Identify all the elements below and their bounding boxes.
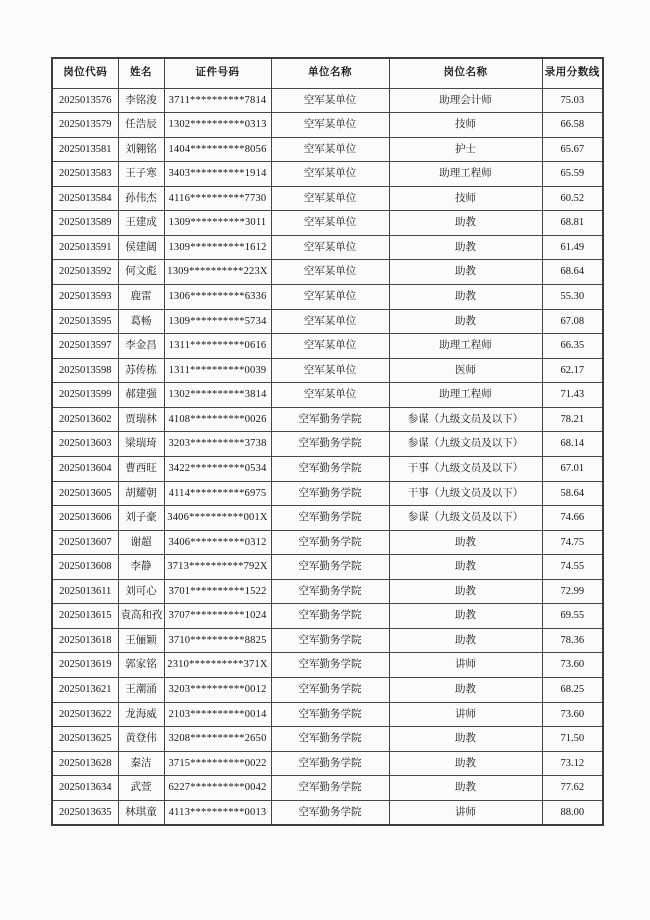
column-header-name: 姓名 [118,58,164,88]
cell-name: 袁高和孜 [118,604,164,629]
cell-name: 龙海威 [118,702,164,727]
cell-position-code: 2025013619 [52,653,118,678]
cell-position-code: 2025013604 [52,456,118,481]
cell-name: 李铭浚 [118,88,164,113]
table-row [52,309,603,334]
cell-position-code: 2025013625 [52,727,118,752]
cell-unit-name: 空军勤务学院 [271,432,389,457]
cell-score: 73.12 [542,751,603,776]
table-row [52,407,603,432]
cell-position-code: 2025013622 [52,702,118,727]
cell-position-name: 助教 [389,727,542,752]
cell-position-code: 2025013593 [52,285,118,310]
cell-score: 58.64 [542,481,603,506]
cell-position-name: 技师 [389,113,542,138]
cell-id-number: 3711**********7814 [164,88,271,113]
cell-unit-name: 空军勤务学院 [271,530,389,555]
cell-score: 74.55 [542,555,603,580]
cell-id-number: 3203**********0012 [164,678,271,703]
cell-name: 林琪童 [118,800,164,825]
cell-name: 刘子豪 [118,506,164,531]
cell-unit-name: 空军勤务学院 [271,407,389,432]
cell-unit-name: 空军勤务学院 [271,776,389,801]
cell-score: 68.81 [542,211,603,236]
table-row [52,702,603,727]
cell-score: 71.43 [542,383,603,408]
cell-position-code: 2025013634 [52,776,118,801]
table-row [52,383,603,408]
cell-position-code: 2025013618 [52,628,118,653]
cell-unit-name: 空军勤务学院 [271,800,389,825]
cell-score: 67.01 [542,456,603,481]
cell-score: 67.08 [542,309,603,334]
table-row [52,137,603,162]
cell-position-code: 2025013635 [52,800,118,825]
cell-position-code: 2025013598 [52,358,118,383]
table-row [52,604,603,629]
cell-id-number: 3406**********0312 [164,530,271,555]
table-header [52,58,603,88]
cell-name: 刘可心 [118,579,164,604]
cell-position-name: 助教 [389,555,542,580]
cell-name: 何文彪 [118,260,164,285]
cell-unit-name: 空军勤务学院 [271,604,389,629]
cell-unit-name: 空军勤务学院 [271,751,389,776]
column-header-score-line: 录用分数线 [542,58,603,88]
cell-id-number: 4114**********6975 [164,481,271,506]
header-row [52,58,603,88]
cell-name: 鹿雷 [118,285,164,310]
cell-id-number: 4116**********7730 [164,186,271,211]
cell-position-code: 2025013628 [52,751,118,776]
cell-name: 李金昌 [118,334,164,359]
cell-score: 78.36 [542,628,603,653]
cell-position-code: 2025013584 [52,186,118,211]
table-row [52,678,603,703]
table-row [52,628,603,653]
cell-position-name: 参谋（九级文员及以下） [389,506,542,531]
cell-position-name: 助教 [389,530,542,555]
cell-id-number: 3701**********1522 [164,579,271,604]
cell-id-number: 6227**********0042 [164,776,271,801]
cell-position-name: 参谋（九级文员及以下） [389,432,542,457]
cell-score: 71.50 [542,727,603,752]
cell-name: 王俪颖 [118,628,164,653]
cell-position-code: 2025013599 [52,383,118,408]
column-header-id-number: 证件号码 [164,58,271,88]
cell-position-code: 2025013581 [52,137,118,162]
cell-id-number: 3713**********792X [164,555,271,580]
cell-position-code: 2025013592 [52,260,118,285]
cell-name: 葛畅 [118,309,164,334]
cell-id-number: 1309**********1612 [164,235,271,260]
table-row [52,113,603,138]
cell-id-number: 2103**********0014 [164,702,271,727]
column-header-position-name: 岗位名称 [389,58,542,88]
cell-position-code: 2025013579 [52,113,118,138]
cell-position-code: 2025013621 [52,678,118,703]
cell-unit-name: 空军某单位 [271,88,389,113]
cell-unit-name: 空军勤务学院 [271,506,389,531]
cell-id-number: 1309**********3011 [164,211,271,236]
cell-position-name: 助理会计师 [389,88,542,113]
table-row [52,235,603,260]
cell-score: 73.60 [542,702,603,727]
cell-position-name: 助理工程师 [389,383,542,408]
cell-score: 66.35 [542,334,603,359]
cell-id-number: 1306**********6336 [164,285,271,310]
cell-name: 秦洁 [118,751,164,776]
cell-position-name: 讲师 [389,702,542,727]
cell-unit-name: 空军某单位 [271,334,389,359]
cell-position-code: 2025013611 [52,579,118,604]
cell-unit-name: 空军某单位 [271,309,389,334]
cell-position-code: 2025013595 [52,309,118,334]
cell-name: 刘翱铭 [118,137,164,162]
cell-score: 60.52 [542,186,603,211]
cell-id-number: 3403**********1914 [164,162,271,187]
table-body [52,88,603,825]
cell-name: 郭家铭 [118,653,164,678]
table-row [52,358,603,383]
table-row [52,481,603,506]
cell-unit-name: 空军某单位 [271,211,389,236]
cell-position-code: 2025013597 [52,334,118,359]
cell-name: 任浩辰 [118,113,164,138]
cell-unit-name: 空军某单位 [271,358,389,383]
cell-score: 61.49 [542,235,603,260]
cell-position-code: 2025013583 [52,162,118,187]
cell-name: 梁瑞琦 [118,432,164,457]
cell-position-code: 2025013607 [52,530,118,555]
cell-position-name: 助教 [389,309,542,334]
cell-position-code: 2025013603 [52,432,118,457]
table-row [52,800,603,825]
cell-score: 55.30 [542,285,603,310]
cell-unit-name: 空军勤务学院 [271,628,389,653]
cell-position-name: 讲师 [389,800,542,825]
cell-score: 75.03 [542,88,603,113]
cell-score: 73.60 [542,653,603,678]
table-row [52,653,603,678]
cell-id-number: 3707**********1024 [164,604,271,629]
cell-id-number: 1311**********0616 [164,334,271,359]
table-row [52,285,603,310]
cell-id-number: 2310**********371X [164,653,271,678]
cell-unit-name: 空军勤务学院 [271,555,389,580]
cell-unit-name: 空军某单位 [271,235,389,260]
cell-id-number: 1302**********0313 [164,113,271,138]
cell-id-number: 1311**********0039 [164,358,271,383]
table-row [52,555,603,580]
cell-score: 69.55 [542,604,603,629]
cell-position-name: 医师 [389,358,542,383]
cell-unit-name: 空军勤务学院 [271,481,389,506]
cell-id-number: 3406**********001X [164,506,271,531]
table-row [52,211,603,236]
cell-position-name: 干事（九级文员及以下） [389,456,542,481]
cell-id-number: 3710**********8825 [164,628,271,653]
cell-position-code: 2025013608 [52,555,118,580]
table-row [52,162,603,187]
table-row [52,727,603,752]
cell-position-name: 护士 [389,137,542,162]
cell-position-name: 助教 [389,235,542,260]
cell-position-name: 助教 [389,604,542,629]
cell-unit-name: 空军勤务学院 [271,653,389,678]
cell-position-code: 2025013605 [52,481,118,506]
cell-score: 74.75 [542,530,603,555]
cell-unit-name: 空军某单位 [271,113,389,138]
cell-name: 王子寒 [118,162,164,187]
cell-id-number: 1309**********223X [164,260,271,285]
cell-unit-name: 空军某单位 [271,137,389,162]
cell-unit-name: 空军某单位 [271,162,389,187]
cell-score: 78.21 [542,407,603,432]
cell-score: 65.59 [542,162,603,187]
column-header-position-code: 岗位代码 [52,58,118,88]
cell-unit-name: 空军勤务学院 [271,456,389,481]
cell-id-number: 3422**********0534 [164,456,271,481]
cell-name: 王建成 [118,211,164,236]
cell-name: 李静 [118,555,164,580]
cell-position-name: 干事（九级文员及以下） [389,481,542,506]
cell-name: 苏传栋 [118,358,164,383]
cell-name: 王潮涌 [118,678,164,703]
cell-score: 74.66 [542,506,603,531]
cell-unit-name: 空军某单位 [271,186,389,211]
cell-position-name: 技师 [389,186,542,211]
cell-position-code: 2025013589 [52,211,118,236]
cell-position-code: 2025013615 [52,604,118,629]
cell-position-name: 参谋（九级文员及以下） [389,407,542,432]
cell-unit-name: 空军勤务学院 [271,579,389,604]
cell-id-number: 3715**********0022 [164,751,271,776]
cell-position-name: 助教 [389,285,542,310]
cell-position-code: 2025013576 [52,88,118,113]
cell-name: 侯建阔 [118,235,164,260]
cell-score: 65.67 [542,137,603,162]
cell-name: 贾瑞林 [118,407,164,432]
cell-score: 66.58 [542,113,603,138]
cell-name: 曹西旺 [118,456,164,481]
cell-score: 77.62 [542,776,603,801]
cell-unit-name: 空军某单位 [271,383,389,408]
cell-position-name: 助教 [389,628,542,653]
cell-score: 68.64 [542,260,603,285]
table-row [52,88,603,113]
table-row [52,530,603,555]
cell-id-number: 1302**********3814 [164,383,271,408]
cell-score: 62.17 [542,358,603,383]
table-row [52,776,603,801]
cell-score: 72.99 [542,579,603,604]
cell-score: 68.25 [542,678,603,703]
cell-position-name: 助教 [389,260,542,285]
cell-id-number: 3203**********3738 [164,432,271,457]
table-row [52,579,603,604]
table-row [52,506,603,531]
cell-position-code: 2025013602 [52,407,118,432]
cell-name: 胡耀朝 [118,481,164,506]
cell-name: 孙伟杰 [118,186,164,211]
table-row [52,751,603,776]
cell-unit-name: 空军勤务学院 [271,678,389,703]
cell-id-number: 4113**********0013 [164,800,271,825]
table-row [52,260,603,285]
column-header-unit-name: 单位名称 [271,58,389,88]
cell-position-code: 2025013591 [52,235,118,260]
cell-unit-name: 空军勤务学院 [271,727,389,752]
cell-position-name: 助理工程师 [389,162,542,187]
cell-score: 88.00 [542,800,603,825]
cell-position-name: 助理工程师 [389,334,542,359]
cell-score: 68.14 [542,432,603,457]
cell-position-name: 助教 [389,678,542,703]
cell-position-name: 助教 [389,211,542,236]
cell-id-number: 3208**********2650 [164,727,271,752]
table-row [52,432,603,457]
cell-id-number: 1404**********8056 [164,137,271,162]
table-row [52,334,603,359]
cell-position-name: 助教 [389,776,542,801]
cell-position-name: 助教 [389,751,542,776]
cell-name: 武萱 [118,776,164,801]
admission-score-table [51,57,604,826]
cell-name: 谢超 [118,530,164,555]
cell-position-code: 2025013606 [52,506,118,531]
cell-position-name: 讲师 [389,653,542,678]
cell-position-name: 助教 [389,579,542,604]
table-row [52,186,603,211]
cell-unit-name: 空军某单位 [271,260,389,285]
cell-id-number: 1309**********5734 [164,309,271,334]
cell-id-number: 4108**********0026 [164,407,271,432]
cell-name: 郝建强 [118,383,164,408]
cell-name: 黄登伟 [118,727,164,752]
cell-unit-name: 空军某单位 [271,285,389,310]
table-row [52,456,603,481]
cell-unit-name: 空军勤务学院 [271,702,389,727]
